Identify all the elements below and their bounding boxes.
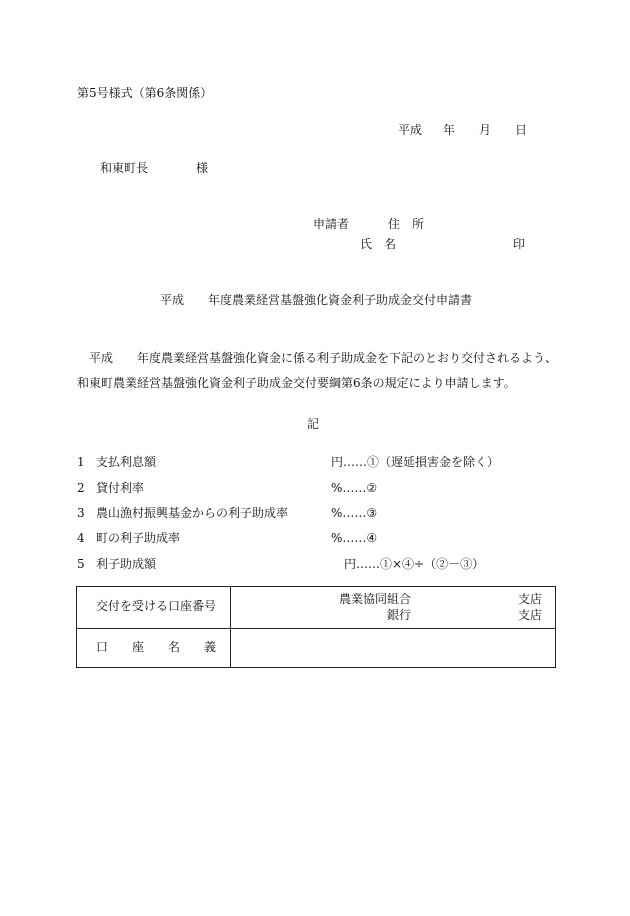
body-line-2: 和東町農業経営基盤強化資金利子助成金交付要綱第6条の規定により申請します。: [77, 376, 516, 390]
item-unit: 円……①×④÷（②－③）: [344, 557, 485, 571]
date-month: 月: [479, 123, 492, 137]
item-number: 2: [77, 481, 85, 495]
applicant-address-label: 住 所: [388, 217, 425, 231]
addressee-name: 和東町長: [100, 161, 149, 175]
addressee: [100, 160, 208, 176]
table-divider-vertical: [230, 587, 231, 667]
form-number: 第5号様式（第6条関係）: [77, 86, 213, 100]
branch-label-2: 支店: [518, 608, 543, 622]
item-unit: %……④: [331, 531, 378, 545]
date-day: 日: [515, 123, 528, 137]
body-line-1: 平成 年度農業経営基盤強化資金に係る利子助成金を下記のとおり交付されるよう、: [89, 351, 558, 365]
account-holder-char: 義: [204, 640, 217, 654]
seal-mark: 印: [513, 237, 526, 251]
account-holder-char: 名: [168, 640, 181, 654]
item-label: 貸付利率: [96, 481, 145, 495]
date-year: 年: [443, 123, 456, 137]
item-unit: %……②: [331, 481, 378, 495]
item-label: 町の利子助成率: [96, 531, 181, 545]
item-label: 支払利息額: [96, 455, 157, 469]
applicant-name-label: 氏 名: [360, 237, 397, 251]
account-holder-char: 座: [132, 640, 145, 654]
item-number: 1: [77, 455, 85, 469]
item-label: 利子助成額: [96, 557, 157, 571]
account-number-label: 交付を受ける口座番号: [96, 599, 217, 613]
bank-type-bank: 銀行: [387, 608, 412, 622]
account-holder-char: 口: [96, 640, 109, 654]
item-unit: %……③: [331, 506, 378, 520]
document-title: 平成 年度農業経営基盤強化資金利子助成金交付申請書: [160, 293, 473, 307]
addressee-honorific: 様: [196, 161, 209, 175]
item-number: 3: [77, 506, 85, 520]
table-divider-horizontal: [77, 628, 555, 629]
applicant-label: 申請者: [313, 217, 350, 231]
account-holder-label: [96, 639, 216, 655]
branch-label-1: 支店: [518, 592, 543, 606]
ki-heading: 記: [307, 417, 320, 431]
item-number: 5: [77, 557, 85, 571]
date-line: [398, 122, 527, 138]
bank-type-agri-coop: 農業協同組合: [339, 592, 412, 606]
item-number: 4: [77, 531, 85, 545]
account-table: [76, 586, 556, 668]
item-unit: 円……①（遅延損害金を除く）: [331, 455, 500, 469]
date-era: 平成: [398, 123, 423, 137]
item-label: 農山漁村振興基金からの利子助成率: [96, 506, 289, 520]
